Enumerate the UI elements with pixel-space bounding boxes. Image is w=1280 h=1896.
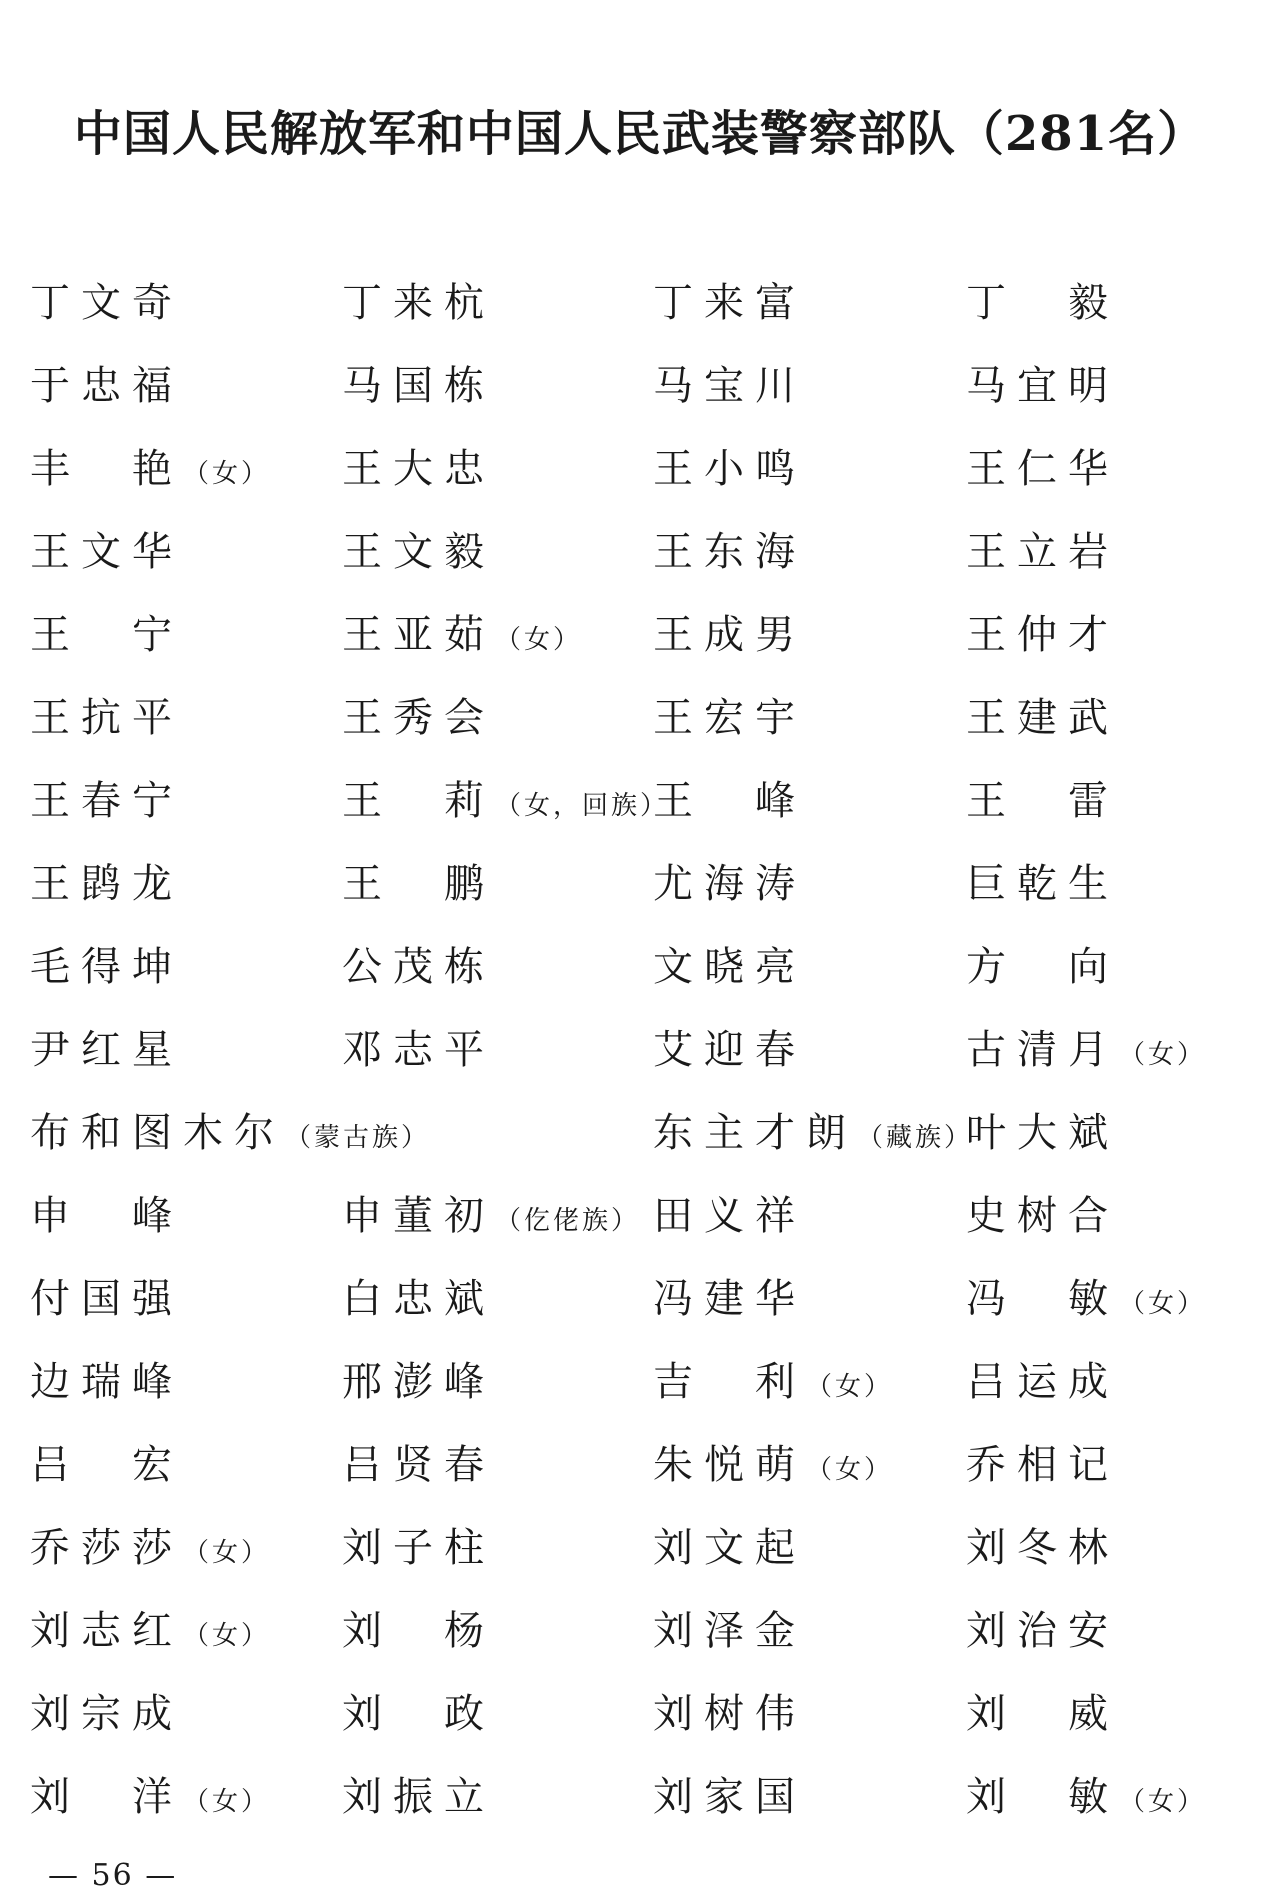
- name-entry: [966, 517, 1119, 600]
- person-name: 朱悦萌: [653, 1442, 806, 1488]
- name-entry: [30, 1347, 183, 1430]
- person-name: 巨乾生: [966, 861, 1119, 907]
- name-row: [30, 1679, 1250, 1762]
- person-note: （女）: [806, 1455, 894, 1485]
- person-name: 刘冬林: [966, 1525, 1119, 1571]
- person-name: 方 向: [966, 944, 1119, 990]
- name-entry: [30, 1264, 183, 1347]
- page-number: — 56 —: [48, 1858, 178, 1893]
- name-entry: [342, 1015, 495, 1098]
- name-entry: [342, 1347, 495, 1430]
- person-name: 王东海: [653, 529, 806, 575]
- name-entry: [966, 1181, 1119, 1264]
- name-row: [30, 517, 1250, 600]
- person-name: 王宏宇: [653, 695, 806, 741]
- name-entry: [30, 683, 183, 766]
- name-entry: [966, 351, 1119, 434]
- name-entry: [653, 1181, 806, 1264]
- name-row: [30, 434, 1250, 517]
- person-name: 刘振立: [342, 1774, 495, 1820]
- person-name: 丁 毅: [966, 280, 1119, 326]
- name-entry: [966, 1596, 1119, 1679]
- name-row: [30, 1264, 1250, 1347]
- person-name: 王 雷: [966, 778, 1119, 824]
- name-entry: [30, 517, 183, 600]
- person-name: 尤海涛: [653, 861, 806, 907]
- name-entry: [966, 1762, 1206, 1845]
- person-name: 王立岩: [966, 529, 1119, 575]
- person-name: 史树合: [966, 1193, 1119, 1239]
- person-name: 叶大斌: [966, 1110, 1119, 1156]
- name-entry: [30, 849, 183, 932]
- name-entry: [30, 1015, 183, 1098]
- person-name: 王春宁: [30, 778, 183, 824]
- person-note: （藏族）: [857, 1123, 974, 1153]
- name-entry: [342, 1181, 640, 1264]
- person-name: 丰 艳: [30, 446, 183, 492]
- name-entry: [966, 1430, 1119, 1513]
- name-entry: [966, 1347, 1119, 1430]
- name-entry: [342, 1430, 495, 1513]
- person-name: 刘志红: [30, 1608, 183, 1654]
- person-name: 王 莉: [342, 778, 495, 824]
- person-name: 王成男: [653, 612, 806, 658]
- person-name: 王 峰: [653, 778, 806, 824]
- name-entry: [342, 1596, 495, 1679]
- person-name: 王仲才: [966, 612, 1119, 658]
- name-row: [30, 766, 1250, 849]
- page-title: 中国人民解放军和中国人民武装警察部队（281名）: [73, 106, 1207, 162]
- name-entry: [966, 1513, 1119, 1596]
- name-entry: [30, 351, 183, 434]
- name-entry: [342, 683, 495, 766]
- name-entry: [653, 1679, 806, 1762]
- person-name: 申 峰: [30, 1193, 183, 1239]
- person-name: 刘树伟: [653, 1691, 806, 1737]
- name-entry: [653, 1513, 806, 1596]
- name-entry: [342, 1264, 495, 1347]
- person-note: （女）: [183, 459, 271, 489]
- name-entry: [653, 1347, 893, 1430]
- person-name: 马宝川: [653, 363, 806, 409]
- name-entry: [342, 1762, 495, 1845]
- name-entry: [653, 1762, 806, 1845]
- name-entry: [342, 849, 495, 932]
- name-entry: [653, 1430, 893, 1513]
- name-entry: [653, 1015, 806, 1098]
- name-entry: [966, 600, 1119, 683]
- person-name: 王秀会: [342, 695, 495, 741]
- person-name: 王仁华: [966, 446, 1119, 492]
- name-row: [30, 1347, 1250, 1430]
- person-name: 邢澎峰: [342, 1359, 495, 1405]
- person-name: 王 宁: [30, 612, 183, 658]
- name-entry: [966, 268, 1119, 351]
- person-name: 吉 利: [653, 1359, 806, 1405]
- person-note: （女）: [1119, 1787, 1207, 1817]
- name-entry: [342, 517, 495, 600]
- name-entry: [653, 766, 806, 849]
- name-entry: [653, 351, 806, 434]
- name-entry: [653, 1098, 973, 1181]
- name-row: [30, 683, 1250, 766]
- name-entry: [653, 517, 806, 600]
- person-name: 刘 洋: [30, 1774, 183, 1820]
- name-entry: [30, 1430, 183, 1513]
- name-row: [30, 849, 1250, 932]
- name-list: [30, 268, 1250, 1845]
- person-name: 丁来杭: [342, 280, 495, 326]
- person-name: 刘 敏: [966, 1774, 1119, 1820]
- person-note: （女）: [1119, 1289, 1207, 1319]
- name-entry: [653, 1596, 806, 1679]
- name-entry: [30, 1098, 430, 1181]
- person-name: 邓志平: [342, 1027, 495, 1073]
- name-row: [30, 1098, 1250, 1181]
- name-entry: [342, 351, 495, 434]
- name-row: [30, 1181, 1250, 1264]
- person-name: 古清月: [966, 1027, 1119, 1073]
- person-name: 王文毅: [342, 529, 495, 575]
- person-name: 王 鹏: [342, 861, 495, 907]
- person-name: 刘 政: [342, 1691, 495, 1737]
- name-entry: [30, 932, 183, 1015]
- name-entry: [653, 434, 806, 517]
- person-name: 冯 敏: [966, 1276, 1119, 1322]
- name-row: [30, 351, 1250, 434]
- person-name: 丁文奇: [30, 280, 183, 326]
- name-entry: [966, 683, 1119, 766]
- name-entry: [966, 766, 1119, 849]
- person-name: 刘家国: [653, 1774, 806, 1820]
- person-name: 刘治安: [966, 1608, 1119, 1654]
- name-entry: [342, 1513, 495, 1596]
- name-row: [30, 1015, 1250, 1098]
- person-name: 于忠福: [30, 363, 183, 409]
- person-name: 吕贤春: [342, 1442, 495, 1488]
- person-name: 刘文起: [653, 1525, 806, 1571]
- person-name: 公茂栋: [342, 944, 495, 990]
- person-name: 丁来富: [653, 280, 806, 326]
- person-name: 艾迎春: [653, 1027, 806, 1073]
- name-entry: [653, 1264, 806, 1347]
- name-entry: [966, 932, 1119, 1015]
- person-name: 东主才朗: [653, 1110, 857, 1156]
- name-entry: [342, 766, 669, 849]
- person-note: （仡佬族）: [495, 1206, 641, 1236]
- person-name: 吕运成: [966, 1359, 1119, 1405]
- person-note: （女）: [495, 625, 583, 655]
- name-row: [30, 1762, 1250, 1845]
- person-name: 尹红星: [30, 1027, 183, 1073]
- person-name: 边瑞峰: [30, 1359, 183, 1405]
- person-name: 冯建华: [653, 1276, 806, 1322]
- person-note: （女）: [183, 1787, 271, 1817]
- name-row: [30, 600, 1250, 683]
- name-entry: [30, 434, 270, 517]
- name-entry: [653, 268, 806, 351]
- name-entry: [342, 932, 495, 1015]
- name-row: [30, 1513, 1250, 1596]
- name-entry: [342, 434, 495, 517]
- person-name: 文晓亮: [653, 944, 806, 990]
- person-name: 马国栋: [342, 363, 495, 409]
- person-name: 刘 威: [966, 1691, 1119, 1737]
- person-name: 田义祥: [653, 1193, 806, 1239]
- person-name: 布和图木尔: [30, 1110, 285, 1156]
- person-name: 刘泽金: [653, 1608, 806, 1654]
- person-name: 王大忠: [342, 446, 495, 492]
- name-entry: [966, 1098, 1119, 1181]
- person-name: 马宜明: [966, 363, 1119, 409]
- name-entry: [653, 849, 806, 932]
- person-note: （女）: [806, 1372, 894, 1402]
- person-note: （女）: [183, 1621, 271, 1651]
- name-entry: [342, 1679, 495, 1762]
- name-row: [30, 1596, 1250, 1679]
- person-name: 刘子柱: [342, 1525, 495, 1571]
- person-name: 王建武: [966, 695, 1119, 741]
- person-name: 乔莎莎: [30, 1525, 183, 1571]
- person-note: （女）: [183, 1538, 271, 1568]
- name-entry: [342, 268, 495, 351]
- person-name: 白忠斌: [342, 1276, 495, 1322]
- name-entry: [30, 1596, 270, 1679]
- person-name: 王鹍龙: [30, 861, 183, 907]
- person-name: 毛得坤: [30, 944, 183, 990]
- name-entry: [30, 600, 183, 683]
- person-name: 王亚茹: [342, 612, 495, 658]
- name-entry: [966, 849, 1119, 932]
- name-row: [30, 932, 1250, 1015]
- name-entry: [30, 766, 183, 849]
- person-name: 王文华: [30, 529, 183, 575]
- name-entry: [342, 600, 582, 683]
- name-entry: [653, 683, 806, 766]
- name-entry: [653, 932, 806, 1015]
- person-name: 吕 宏: [30, 1442, 183, 1488]
- person-note: （女，回族）: [495, 791, 670, 821]
- name-entry: [30, 1762, 270, 1845]
- name-entry: [966, 1264, 1206, 1347]
- name-entry: [653, 600, 806, 683]
- name-row: [30, 268, 1250, 351]
- name-entry: [966, 1679, 1119, 1762]
- person-name: 王小鸣: [653, 446, 806, 492]
- person-note: （蒙古族）: [285, 1123, 431, 1153]
- person-note: （女）: [1119, 1040, 1207, 1070]
- name-entry: [30, 1181, 183, 1264]
- name-entry: [30, 1513, 270, 1596]
- person-name: 乔相记: [966, 1442, 1119, 1488]
- person-name: 刘宗成: [30, 1691, 183, 1737]
- name-entry: [30, 268, 183, 351]
- name-entry: [966, 434, 1119, 517]
- name-row: [30, 1430, 1250, 1513]
- person-name: 刘 杨: [342, 1608, 495, 1654]
- person-name: 申董初: [342, 1193, 495, 1239]
- person-name: 付国强: [30, 1276, 183, 1322]
- name-entry: [966, 1015, 1206, 1098]
- person-name: 王抗平: [30, 695, 183, 741]
- name-entry: [30, 1679, 183, 1762]
